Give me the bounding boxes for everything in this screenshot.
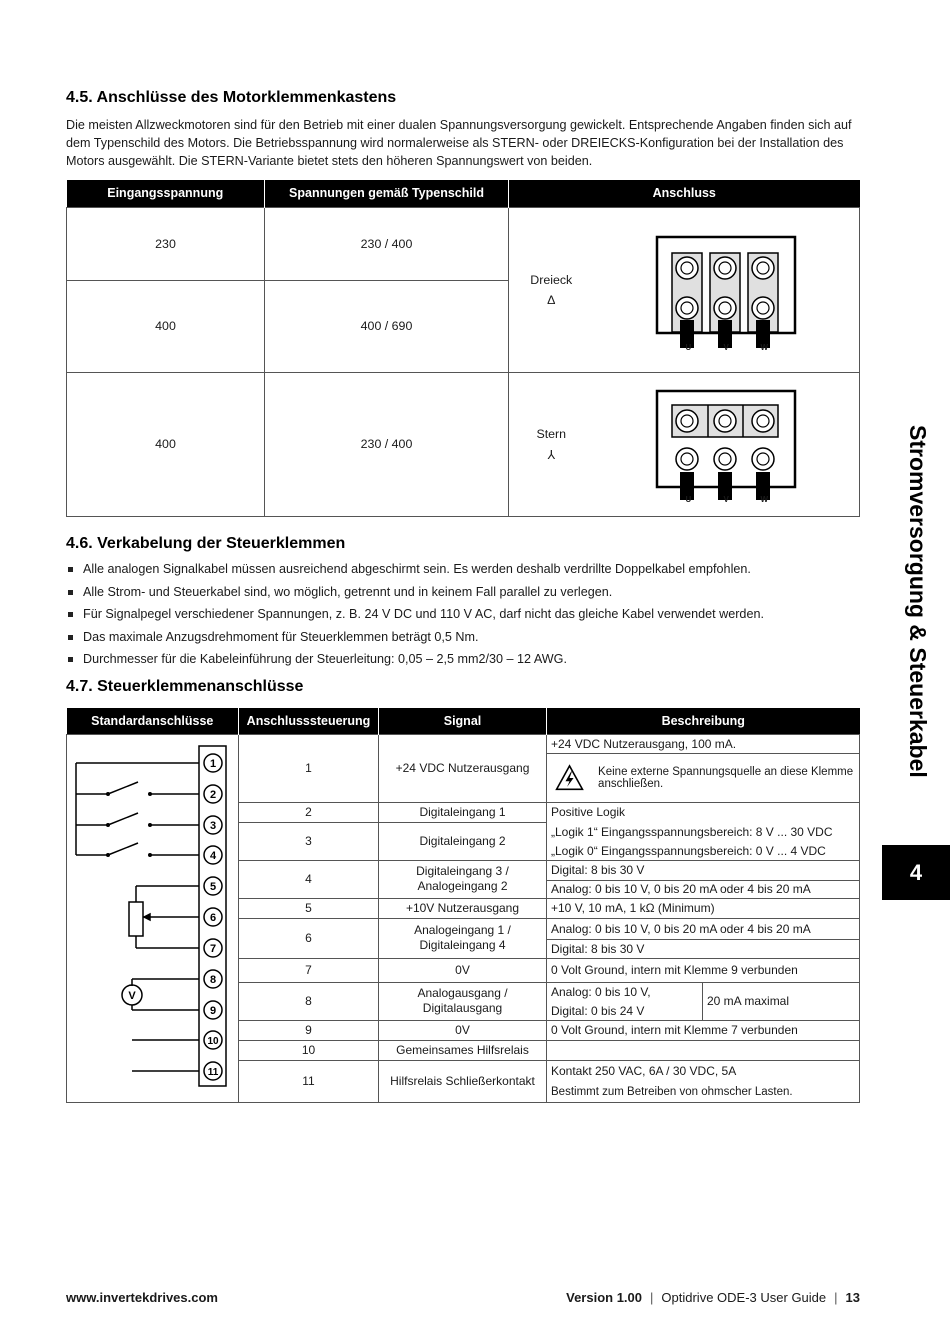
- r6-signal-a: Analogeingang 1 /: [414, 923, 511, 937]
- header-connection: Anschluss: [509, 180, 860, 207]
- footer-right: [566, 1290, 860, 1305]
- r5-signal: +10V Nutzerausgang: [379, 898, 547, 918]
- r2-num: 2: [239, 802, 379, 822]
- r6-num: 6: [239, 918, 379, 958]
- r7-num: 7: [239, 958, 379, 982]
- r8-signal-a: Analogausgang /: [417, 986, 508, 1000]
- bullet-item: Alle analogen Signalkabel müssen ausreichend abgeschirmt sein. Es werden deshalb verdrillte Doppelkabel empfohlen.: [66, 558, 866, 581]
- terminal-7-label: 7: [209, 942, 216, 955]
- r8-signal-b: Digitalausgang: [422, 1001, 503, 1015]
- r9-num: 9: [239, 1020, 379, 1040]
- voltmeter-label: V: [127, 989, 136, 1002]
- star-diagram-cell: [594, 372, 860, 516]
- wiring-diagram-cell: [67, 734, 239, 1102]
- terminal-11-label: 11: [207, 1066, 218, 1078]
- section-4-6-bullets: [66, 558, 866, 671]
- control-terminal-table: [66, 708, 860, 1103]
- bullet-item: Für Signalpegel verschiedener Spannungen, z. B. 24 V DC und 110 V AC, darf nicht das gleiche Kabel verwendet werden.: [66, 603, 866, 626]
- r3-desc-a: „Logik 1“ Eingangsspannungsbereich: 8 V ... 30 VDC: [547, 822, 860, 842]
- delta-diagram-cell: [594, 207, 860, 372]
- section-4-6-title: 4.6. Verkabelung der Steuerklemmen: [66, 535, 346, 552]
- delta-label-v: V: [723, 342, 729, 352]
- r10-signal: Gemeinsames Hilfsrelais: [379, 1040, 547, 1060]
- r4-desc-a: Digital: 8 bis 30 V: [547, 860, 860, 880]
- r4-desc-b: Analog: 0 bis 10 V, 0 bis 20 mA oder 4 bis 20 mA: [547, 880, 860, 898]
- delta-symbol: Δ: [547, 292, 556, 307]
- r10-num: 10: [239, 1040, 379, 1060]
- terminal-4-label: 4: [209, 849, 216, 862]
- terminal-3-label: 3: [209, 819, 216, 832]
- r8-desc-a: Analog: 0 bis 10 V,: [547, 982, 703, 1002]
- chapter-number-tab: 4: [882, 845, 950, 900]
- footer-separator: |: [834, 1290, 838, 1305]
- r8-signal: [379, 982, 547, 1020]
- r6-signal-b: Digitaleingang 4: [419, 938, 506, 952]
- row2-nameplate: 400 / 690: [265, 280, 509, 372]
- footer-guide: Optidrive ODE-3 User Guide: [661, 1290, 827, 1305]
- delta-label-u: U: [685, 342, 692, 352]
- delta-label-w: W: [760, 342, 769, 352]
- terminal-8-label: 8: [209, 973, 216, 986]
- r5-num: 5: [239, 898, 379, 918]
- r6-desc-a: Analog: 0 bis 10 V, 0 bis 20 mA oder 4 bis 20 mA: [547, 918, 860, 939]
- star-cell: [509, 372, 594, 516]
- r10-desc: [547, 1040, 860, 1060]
- footer-page-number: 13: [845, 1290, 860, 1305]
- r1-desc-a: +24 VDC Nutzerausgang, 100 mA.: [547, 734, 860, 753]
- delta-cell: [509, 207, 594, 372]
- r6-desc-b: Digital: 8 bis 30 V: [547, 939, 860, 958]
- terminal-10-label: 10: [206, 1035, 219, 1047]
- page-footer: [66, 1290, 860, 1310]
- star-label-w: W: [760, 495, 769, 504]
- star-symbol: ⅄: [547, 447, 556, 462]
- r4-num: 4: [239, 860, 379, 898]
- r1-signal: +24 VDC Nutzerausgang: [379, 734, 547, 802]
- delta-label: Dreieck: [530, 272, 573, 287]
- r5-desc: +10 V, 10 mA, 1 kΩ (Minimum): [547, 898, 860, 918]
- section-4-5-text: Die meisten Allzweckmotoren sind für den Betrieb mit einer dualen Spannungsversorgung gewickelt. Entsprechende Angaben finden sich auf dem Typenschild des Motors. Die Betriebsspannung wird normalerweise als STERN- oder DREIECKS-Konfiguration bei der Installation des Motors ausgewählt. Die STERN-Variante bietet stets den höheren Spannungswert von beiden.: [66, 118, 852, 168]
- section-4-7-title: 4.7. Steuerklemmenanschlüsse: [66, 678, 304, 695]
- control-wiring-diagram: [68, 735, 238, 1099]
- star-label-u: U: [685, 495, 692, 504]
- high-voltage-warning-icon: [555, 760, 584, 796]
- r4-signal-b: Analogeingang 2: [417, 879, 508, 893]
- r4-signal: [379, 860, 547, 898]
- r3-signal: Digitaleingang 2: [379, 822, 547, 860]
- section-4-5-title: 4.5. Anschlüsse des Motorklemmenkastens: [66, 89, 397, 106]
- header-input-voltage: Eingangsspannung: [67, 180, 265, 207]
- row3-input: 400: [67, 372, 265, 516]
- r1-warning-cell: [547, 753, 860, 802]
- r11-desc-a: Kontakt 250 VAC, 6A / 30 VDC, 5A: [547, 1060, 860, 1082]
- header-nameplate-voltage: Spannungen gemäß Typenschild: [265, 180, 509, 207]
- r4-signal-a: Digitaleingang 3 /: [416, 864, 509, 878]
- r1-desc-b: Keine externe Spannungsquelle an diese Klemme anschließen.: [598, 765, 854, 790]
- r1-num: 1: [239, 734, 379, 802]
- r2-signal: Digitaleingang 1: [379, 802, 547, 822]
- header-terminal-control: Anschlusssteuerung: [239, 708, 379, 734]
- row1-nameplate: 230 / 400: [265, 207, 509, 280]
- r8-desc-c: 20 mA maximal: [703, 982, 860, 1020]
- motor-connection-table: [66, 180, 860, 517]
- r7-desc: 0 Volt Ground, intern mit Klemme 9 verbunden: [547, 958, 860, 982]
- r2-desc: Positive Logik: [547, 802, 860, 822]
- star-label: Stern: [536, 426, 567, 441]
- r11-desc-b: Bestimmt zum Betreiben von ohmscher Lasten.: [547, 1082, 860, 1102]
- terminal-2-label: 2: [209, 788, 216, 801]
- r3-num: 3: [239, 822, 379, 860]
- star-terminal-diagram: [646, 379, 806, 509]
- header-signal: Signal: [379, 708, 547, 734]
- bullet-item: Alle Strom- und Steuerkabel sind, wo möglich, getrennt und in keinem Fall parallel zu verlegen.: [66, 581, 866, 604]
- bullet-item: Durchmesser für die Kabeleinführung der Steuerleitung: 0,05 – 2,5 mm2/30 – 12 AWG.: [66, 648, 866, 671]
- bullet-item: Das maximale Anzugsdrehmoment für Steuerklemmen beträgt 0,5 Nm.: [66, 626, 866, 649]
- r8-desc-b: Digital: 0 bis 24 V: [547, 1002, 703, 1020]
- header-description: Beschreibung: [547, 708, 860, 734]
- row2-input: 400: [67, 280, 265, 372]
- r11-num: 11: [239, 1060, 379, 1102]
- star-label-v: V: [723, 495, 729, 504]
- footer-separator: |: [650, 1290, 654, 1305]
- r6-signal: [379, 918, 547, 958]
- r9-signal: 0V: [379, 1020, 547, 1040]
- row1-input: 230: [67, 207, 265, 280]
- header-standard: Standardanschlüsse: [67, 708, 239, 734]
- r11-signal: Hilfsrelais Schließerkontakt: [379, 1060, 547, 1102]
- row3-nameplate: 230 / 400: [265, 372, 509, 516]
- side-title-text: Stromversorgung & Steuerkabel: [905, 425, 931, 778]
- terminal-5-label: 5: [209, 880, 216, 893]
- r7-signal: 0V: [379, 958, 547, 982]
- terminal-1-label: 1: [209, 757, 216, 770]
- r3-desc-b: „Logik 0“ Eingangsspannungsbereich: 0 V ... 4 VDC: [547, 842, 860, 860]
- r8-num: 8: [239, 982, 379, 1020]
- delta-terminal-diagram: [646, 225, 806, 355]
- chapter-side-title: [898, 425, 938, 845]
- terminal-6-label: 6: [209, 911, 216, 924]
- terminal-9-label: 9: [209, 1004, 216, 1017]
- footer-url: www.invertekdrives.com: [66, 1290, 218, 1305]
- footer-version: Version 1.00: [566, 1290, 643, 1305]
- r9-desc: 0 Volt Ground, intern mit Klemme 7 verbunden: [547, 1020, 860, 1040]
